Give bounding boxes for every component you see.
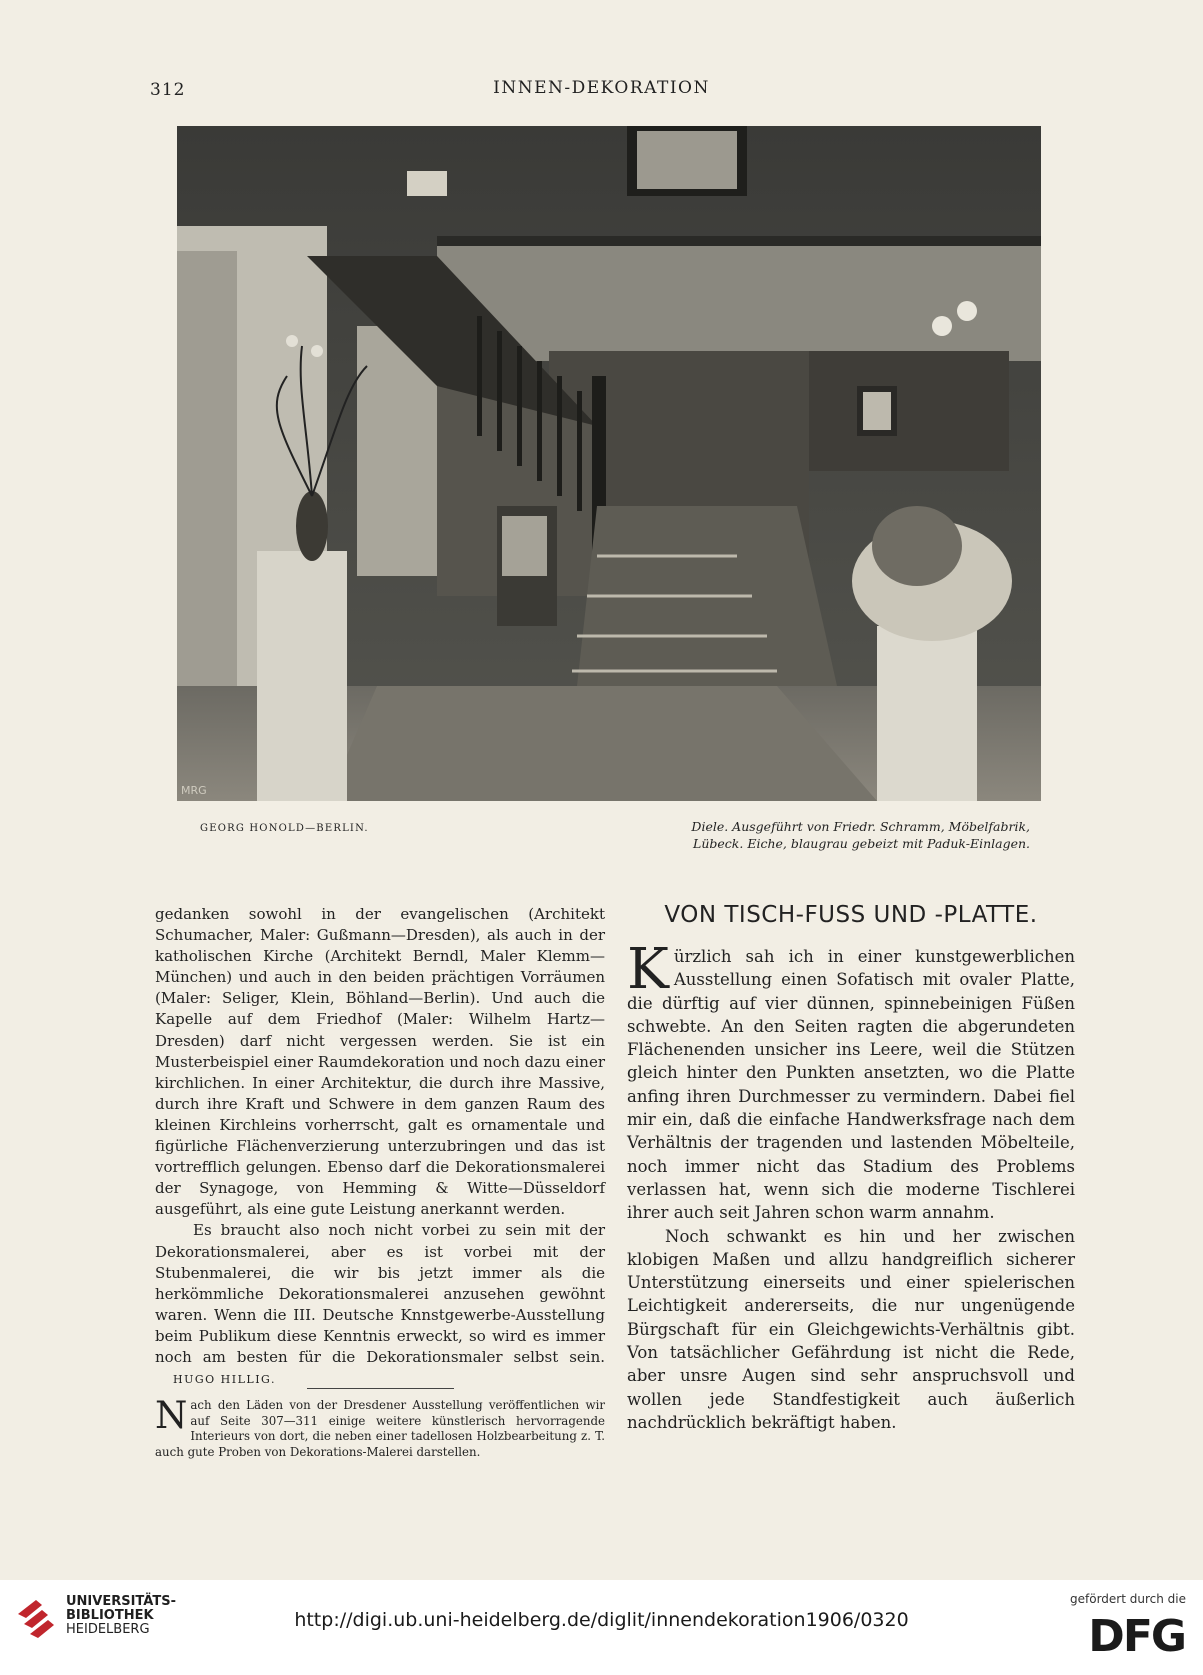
running-title: INNEN-DEKORATION (493, 78, 710, 98)
article-body (627, 937, 1075, 1434)
left-paragraph-1: gedanken sowohl in der evangelischen (Architekt Schumacher, Maler: Gußmann—Dresden), als auch in der katholischen Kirche (Architekt Berndl, Maler Klemm—München) und auch in den beiden prächtigen Vorräumen (Maler: Seliger, Klein, Böhland—Berlin). Und auch die Kapelle auf dem Friedhof (Maler: Wilhelm Hartz—Dresden) darf nicht vergessen werden. Sie ist ein Musterbeispiel einer Raumdekoration und noch dazu einer kirchlichen. In einer Architektur, die durch ihre Massive, durch ihre Kraft und Schwere in dem ganzen Raum des kleinen Kirchleins vorherrscht, galt es ornamentale und figürliche Flächenverzierung unterzubringen und das ist vortrefflich gelungen. Ebenso darf die Dekorationsmalerei der Synagoge, von Hemming & Witte—Düsseldorf ausgeführt, als eine gute Leistung anerkannt werden. (155, 905, 605, 1219)
separator-rule (307, 1388, 454, 1389)
left-paragraph-2-text: Es braucht also noch nicht vorbei zu sein mit der Dekorationsmalerei, aber es ist vorbei mit der Stubenmalerei, die wir bis jetzt immer als die herkömmliche Dekorationsmalerei anzusehen gewöhnt waren. Wenn die III. Deutsche Knnstgewerbe-Ausstellung beim Publikum diese Kenntnis erweckt, so wird es immer noch am besten für die Dekorationsmaler selbst sein. (155, 1221, 605, 1366)
editorial-note (155, 1394, 605, 1460)
library-line-3: HEIDELBERG (66, 1622, 150, 1637)
library-line-1: UNIVERSITÄTS- (66, 1594, 176, 1609)
photo-credit: GEORG HONOLD—BERLIN. (200, 823, 369, 834)
interior-photo (177, 126, 1041, 801)
dfg-logo: DFG (1088, 1611, 1185, 1662)
caption-line-2: Lübeck. Eiche, blaugrau gebeizt mit Paduk-Einlagen. (693, 836, 1030, 851)
page-number: 312 (150, 80, 186, 100)
right-paragraph-1 (627, 937, 1075, 1225)
left-column (155, 904, 605, 1390)
right-column (627, 902, 1075, 1434)
funded-by-label: gefördert durch die (1070, 1592, 1186, 1606)
note-text: ach den Läden von der Dresdener Ausstellung veröffentlichen wir auf Seite 307—311 einige weitere künstlerisch hervorragende Interieurs von dort, die neben einer tadellosen Holzbearbeitung z. T. auch gute Proben von Dekorations-Malerei darstellen. (155, 1398, 605, 1459)
staircase-hall-photo-icon (177, 126, 1041, 801)
article-headline: VON TISCH-FUSS UND -PLATTE. (664, 902, 1038, 928)
permalink[interactable]: http://digi.ub.uni-heidelberg.de/diglit/innendekoration1906/0320 (294, 1609, 909, 1631)
photo-signature: MRG (181, 784, 207, 797)
digitization-footer (0, 1580, 1203, 1675)
caption-line-1: Diele. Ausgeführt von Friedr. Schramm, Möbelfabrik, (691, 819, 1030, 834)
article-author: HUGO HILLIG. (173, 1373, 276, 1387)
right-paragraph-1-text: ürzlich sah ich in einer kunstgewerblichen Ausstellung einen Sofatisch mit ovaler Platte, die dürftig auf vier dünnen, spinnebeinigen Füßen schwebte. An den Seiten ragten die abgerundeten Flächenenden unsicher ins Leere, weil die Stützen gleich hinter den Punkten ansetzten, wo die Platte anfing ihren Durchmesser zu vermindern. Dabei fiel mir ein, daß die einfache Handwerksfrage nach dem Verhältnis der tragenden und lastenden Möbelteile, noch immer nicht das Stadium des Problems verlassen hat, wenn sich die moderne Tischlerei ihrer auch seit Jahren schon warm annahm. (627, 947, 1075, 1223)
library-line-2: BIBLIOTHEK (66, 1608, 154, 1623)
note-initial: N (155, 1394, 188, 1437)
right-paragraph-2: Noch schwankt es hin und her zwischen klobigen Maßen und allzu handgreiflich sicherer Unterstützung einerseits und einer spielerischen Leichtigkeit andererseits, die nur ungenügende Bürgschaft für ein Gleichgewichts-Verhältnis gibt. Von tatsächlicher Gefährdung ist nicht die Rede, aber unsre Augen sind sehr anspruchsvoll und wollen jede Standfestigkeit auch äußerlich nachdrücklich bekräftigt haben. (627, 1226, 1075, 1432)
photo-caption (560, 818, 1030, 852)
drop-cap: K (627, 937, 669, 1002)
left-paragraph-2 (155, 1220, 605, 1390)
